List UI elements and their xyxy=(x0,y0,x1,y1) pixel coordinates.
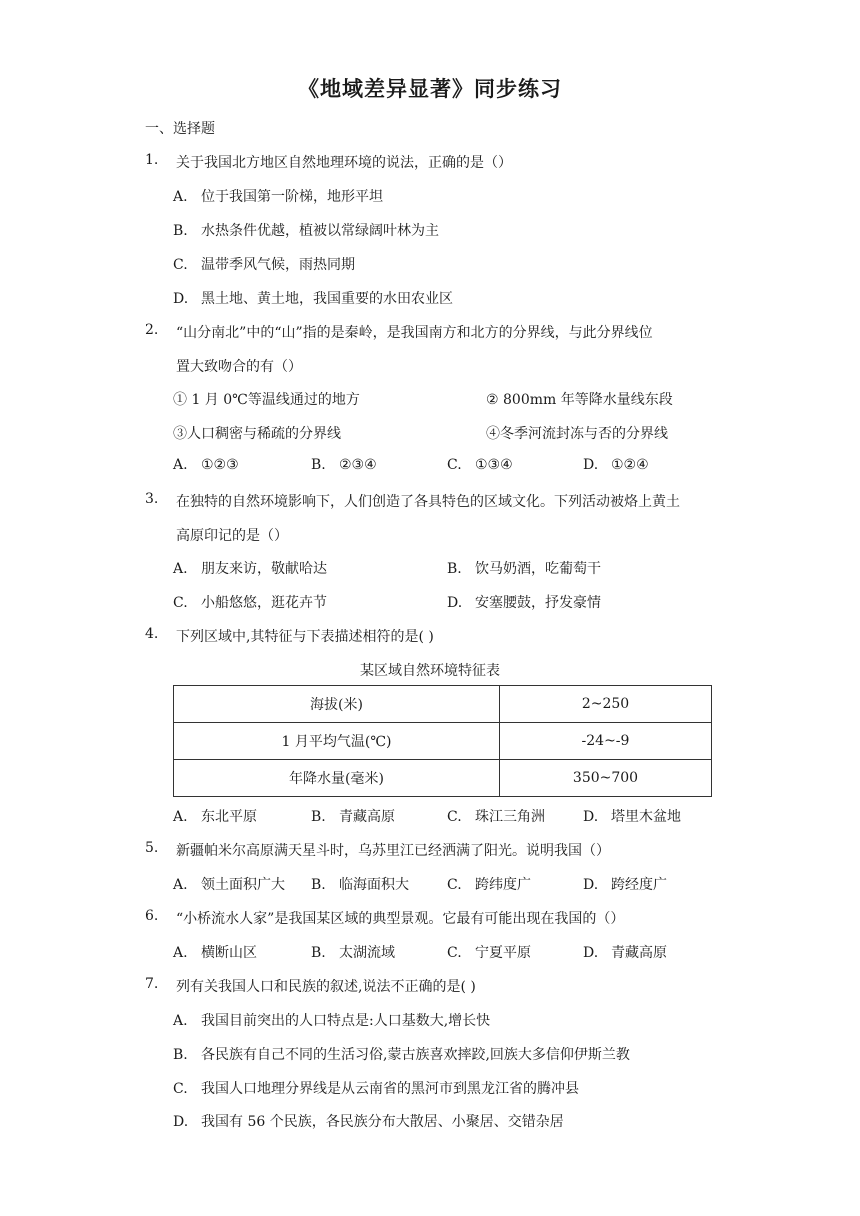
option-letter: C. xyxy=(447,809,462,825)
option-text: 塔里木盆地 xyxy=(611,809,681,825)
q7-option-b xyxy=(173,1044,630,1064)
option-letter: C. xyxy=(447,877,462,893)
option-letter: C. xyxy=(173,595,188,611)
option-letter: B. xyxy=(311,809,326,825)
q7-option-a xyxy=(173,1010,490,1030)
option-letter: C. xyxy=(173,1081,188,1097)
q2-option-a xyxy=(173,457,239,473)
q5-option-c xyxy=(447,874,531,894)
option-text: 我国目前突出的人口特点是:人口基数大,增长快 xyxy=(201,1013,491,1029)
q4-option-d xyxy=(583,806,681,826)
option-letter: A. xyxy=(173,809,188,825)
option-text: 黑土地、黄土地，我国重要的水田农业区 xyxy=(201,291,453,307)
q1-number: 1. xyxy=(145,152,159,168)
q6-option-b xyxy=(311,942,395,962)
option-letter: C. xyxy=(447,945,462,961)
option-text: 小船悠悠，逛花卉节 xyxy=(201,595,327,611)
q2-option-d xyxy=(583,457,649,473)
option-text: 我国人口地理分界线是从云南省的黑河市到黑龙江省的腾冲县 xyxy=(201,1081,579,1097)
q2-option-b xyxy=(311,457,377,473)
q6-option-d xyxy=(583,942,667,962)
option-letter: A. xyxy=(173,1013,188,1029)
option-text: 跨纬度广 xyxy=(475,877,531,893)
option-text: 太湖流域 xyxy=(339,945,395,961)
table-cell-label: 年降水量(毫米) xyxy=(174,760,500,797)
option-text: ②③④ xyxy=(339,457,377,473)
option-letter: D. xyxy=(583,809,599,825)
option-letter: B. xyxy=(173,1047,188,1063)
environment-table xyxy=(173,685,712,797)
q3-option-a xyxy=(173,558,327,578)
q3-option-c xyxy=(173,592,327,612)
q1-option-b xyxy=(173,220,439,240)
table-row xyxy=(174,686,712,723)
option-text: 我国有 56 个民族，各民族分布大散居、小聚居、交错杂居 xyxy=(201,1114,564,1130)
option-text: 东北平原 xyxy=(201,809,257,825)
q6-number: 6. xyxy=(145,908,159,924)
q2-option-c xyxy=(447,457,513,473)
q5-stem: 新疆帕米尔高原满天星斗时，乌苏里江已经洒满了阳光。说明我国（） xyxy=(176,843,610,859)
q4-number: 4. xyxy=(145,626,159,642)
option-text: 朋友来访，敬献哈达 xyxy=(201,561,327,577)
q5-option-b xyxy=(311,874,409,894)
option-text: ①③④ xyxy=(475,457,513,473)
q7-stem: 列有关我国人口和民族的叙述,说法不正确的是( ) xyxy=(176,979,476,995)
q3-stem-line2: 高原印记的是（） xyxy=(176,528,288,544)
option-letter: D. xyxy=(583,945,599,961)
option-letter: B. xyxy=(447,561,462,577)
option-text: 安塞腰鼓，抒发豪情 xyxy=(475,595,601,611)
q6-option-a xyxy=(173,942,257,962)
option-letter: D. xyxy=(447,595,463,611)
q5-option-a xyxy=(173,874,285,894)
option-text: 青藏高原 xyxy=(339,809,395,825)
option-text: ①②③ xyxy=(201,457,239,473)
page-title: 《地域差异显著》同步练习 xyxy=(298,76,562,101)
option-text: 宁夏平原 xyxy=(475,945,531,961)
q3-option-d xyxy=(447,592,601,612)
q2-item-2: ② 800mm 年等降水量线东段 xyxy=(486,392,673,408)
q2-number: 2. xyxy=(145,322,159,338)
option-letter: A. xyxy=(173,945,188,961)
q2-item-1: ① 1 月 0℃等温线通过的地方 xyxy=(173,392,360,408)
q5-number: 5. xyxy=(145,840,159,856)
q3-option-b xyxy=(447,558,601,578)
q7-number: 7. xyxy=(145,976,159,992)
q4-option-a xyxy=(173,806,257,826)
q7-option-c xyxy=(173,1078,579,1098)
option-letter: B. xyxy=(311,945,326,961)
table-cell-value: -24~-9 xyxy=(500,723,712,760)
option-letter: A. xyxy=(173,877,188,893)
option-text: 跨经度广 xyxy=(611,877,667,893)
option-letter: B. xyxy=(173,223,188,239)
option-letter: B. xyxy=(311,457,326,473)
option-letter: D. xyxy=(173,291,189,307)
option-text: 饮马奶酒，吃葡萄干 xyxy=(475,561,601,577)
option-letter: A. xyxy=(173,189,188,205)
q2-stem-line2: 置大致吻合的有（） xyxy=(176,359,302,375)
q2-item-3: ③人口稠密与稀疏的分界线 xyxy=(173,426,341,442)
q6-option-c xyxy=(447,942,531,962)
q1-option-a xyxy=(173,186,383,206)
q3-stem-line1: 在独特的自然环境影响下，人们创造了各具特色的区域文化。下列活动被烙上黄土 xyxy=(176,494,680,510)
q1-option-d xyxy=(173,288,453,308)
table-row xyxy=(174,723,712,760)
table-row xyxy=(174,760,712,797)
q2-stem-line1: “山分南北”中的“山”指的是秦岭，是我国南方和北方的分界线，与此分界线位 xyxy=(176,325,653,341)
option-letter: C. xyxy=(447,457,462,473)
q3-number: 3. xyxy=(145,491,159,507)
q1-option-c xyxy=(173,254,355,274)
q4-option-b xyxy=(311,806,395,826)
table-cell-value: 350~700 xyxy=(500,760,712,797)
option-letter: B. xyxy=(311,877,326,893)
option-text: 温带季风气候，雨热同期 xyxy=(201,257,355,273)
table-cell-value: 2~250 xyxy=(500,686,712,723)
option-text: 各民族有自己不同的生活习俗,蒙古族喜欢摔跤,回族大多信仰伊斯兰教 xyxy=(201,1047,630,1063)
option-text: ①②④ xyxy=(611,457,649,473)
q6-stem: “小桥流水人家”是我国某区域的典型景观。它最有可能出现在我国的（） xyxy=(176,911,625,927)
option-text: 珠江三角洲 xyxy=(475,809,545,825)
option-text: 位于我国第一阶梯，地形平坦 xyxy=(201,189,383,205)
option-letter: D. xyxy=(583,457,599,473)
table-caption: 某区域自然环境特征表 xyxy=(360,663,500,679)
option-letter: C. xyxy=(173,257,188,273)
q4-stem: 下列区域中,其特征与下表描述相符的是( ) xyxy=(176,629,434,645)
section-heading: 一、选择题 xyxy=(145,121,215,137)
q5-option-d xyxy=(583,874,667,894)
option-text: 横断山区 xyxy=(201,945,257,961)
table-cell-label: 1 月平均气温(℃) xyxy=(174,723,500,760)
q1-stem: 关于我国北方地区自然地理环境的说法，正确的是（） xyxy=(176,155,512,171)
option-text: 临海面积大 xyxy=(339,877,409,893)
option-text: 青藏高原 xyxy=(611,945,667,961)
q7-option-d xyxy=(173,1111,564,1131)
option-letter: D. xyxy=(173,1114,189,1130)
q4-option-c xyxy=(447,806,545,826)
option-text: 水热条件优越，植被以常绿阔叶林为主 xyxy=(201,223,439,239)
table-cell-label: 海拔(米) xyxy=(174,686,500,723)
option-text: 领土面积广大 xyxy=(201,877,285,893)
option-letter: A. xyxy=(173,457,188,473)
option-letter: A. xyxy=(173,561,188,577)
option-letter: D. xyxy=(583,877,599,893)
q2-item-4: ④冬季河流封冻与否的分界线 xyxy=(486,426,668,442)
